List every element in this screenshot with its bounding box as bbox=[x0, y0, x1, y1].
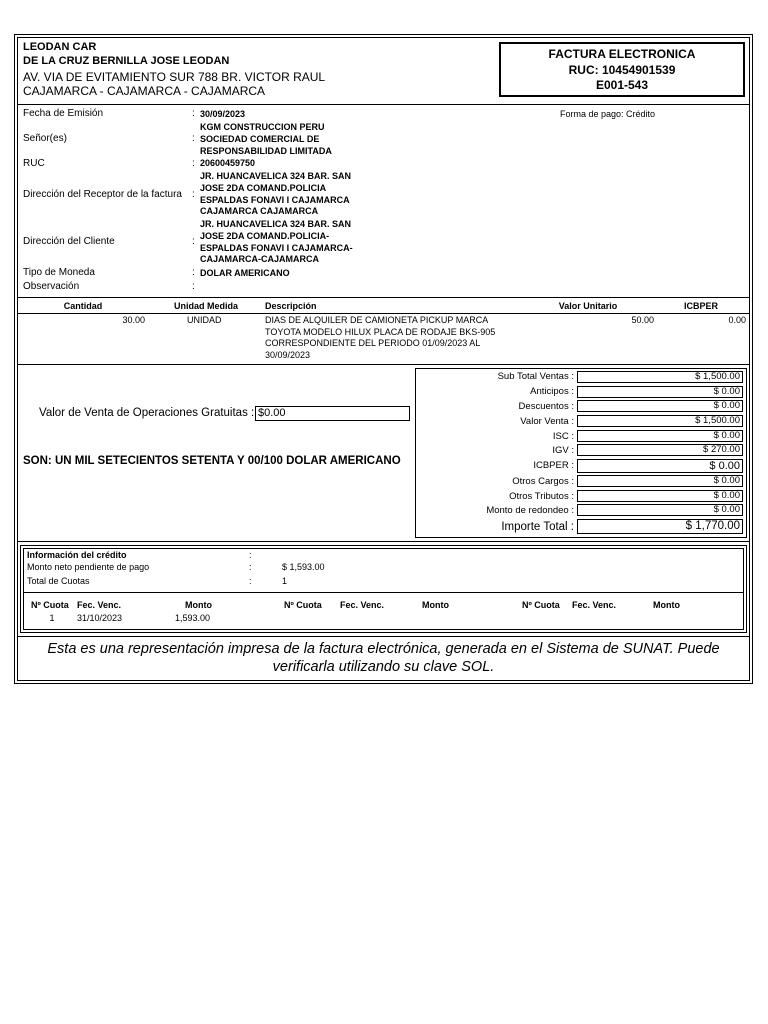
dir-receptor-value bbox=[200, 171, 390, 218]
cuota-monto: 1,593.00 bbox=[175, 613, 211, 623]
credit-title: Información del crédito bbox=[27, 550, 127, 560]
document-id-box bbox=[499, 42, 745, 97]
total-label-importe: Importe Total : bbox=[501, 521, 574, 533]
divider bbox=[17, 541, 750, 542]
senor-line: RESPONSABILIDAD LIMITADA bbox=[200, 145, 332, 156]
cuota-header-fecha: Fec. Venc. bbox=[340, 600, 385, 610]
colon: : bbox=[249, 550, 252, 560]
fecha-value: 30/09/2023 bbox=[200, 109, 246, 119]
col-header-icbper: ICBPER bbox=[683, 301, 718, 311]
item-descripcion-line: DIAS DE ALQUILER DE CAMIONETA PICKUP MARCA bbox=[265, 315, 489, 325]
ruc-label: RUC bbox=[23, 158, 45, 169]
item-descripcion-line: TOYOTA MODELO HILUX PLACA DE RODAJE BKS-905 bbox=[265, 326, 496, 337]
ruc-value: 20600459750 bbox=[200, 158, 256, 168]
issuer-ruc: RUC: 10454901539 bbox=[568, 63, 676, 77]
total-value-otros-tributos: $ 0.00 bbox=[577, 490, 743, 502]
item-unidad: UNIDAD bbox=[187, 315, 222, 325]
total-label-subtotal: Sub Total Ventas : bbox=[497, 371, 574, 382]
col-header-unidad: Unidad Medida bbox=[173, 301, 238, 311]
total-label-anticipos: Anticipos : bbox=[530, 386, 574, 397]
moneda-value: DOLAR AMERICANO bbox=[200, 268, 290, 278]
total-value-icbper: $ 0.00 bbox=[577, 459, 743, 473]
col-header-valor-unitario: Valor Unitario bbox=[558, 301, 618, 311]
total-label-descuentos: Descuentos : bbox=[518, 401, 574, 412]
cuota-numero: 1 bbox=[49, 613, 55, 623]
colon: : bbox=[192, 281, 195, 292]
total-value-igv: $ 270.00 bbox=[577, 444, 743, 456]
total-value-valor-venta: $ 1,500.00 bbox=[577, 415, 743, 427]
dir-cliente-line: JOSE 2DA COMAND.POLICIA- bbox=[200, 230, 330, 241]
divider bbox=[23, 592, 744, 593]
son-text: SON: UN MIL SETECIENTOS SETENTA Y 00/100 DOLAR AMERICANO bbox=[23, 455, 401, 467]
total-value-isc: $ 0.00 bbox=[577, 430, 743, 442]
senor-line: KGM CONSTRUCCION PERU bbox=[200, 122, 325, 132]
total-value-descuentos: $ 0.00 bbox=[577, 400, 743, 412]
total-value-otros-cargos: $ 0.00 bbox=[577, 475, 743, 487]
senor-line: SOCIEDAD COMERCIAL DE bbox=[200, 133, 320, 144]
dir-cliente-label: Dirección del Cliente bbox=[23, 236, 115, 247]
cuota-header-numero: Nº Cuota bbox=[284, 600, 322, 610]
moneda-label: Tipo de Moneda bbox=[23, 267, 95, 278]
divider bbox=[17, 636, 750, 637]
document-number: E001-543 bbox=[595, 78, 649, 92]
cuota-fecha: 31/10/2023 bbox=[77, 613, 123, 623]
cuota-header-numero: Nº Cuota bbox=[31, 600, 69, 610]
cuota-header-fecha: Fec. Venc. bbox=[77, 600, 122, 610]
document-title: FACTURA ELECTRONICA bbox=[548, 47, 696, 61]
cuota-header-numero: Nº Cuota bbox=[522, 600, 560, 610]
colon: : bbox=[192, 189, 195, 200]
divider bbox=[17, 104, 750, 105]
issuer-address-line1: AV. VIA DE EVITAMIENTO SUR 788 BR. VICTOR RAUL bbox=[23, 70, 326, 84]
item-descripcion bbox=[265, 315, 495, 361]
cuota-header-monto: Monto bbox=[185, 600, 212, 610]
monto-pendiente-value: $ 1,593.00 bbox=[282, 562, 325, 572]
total-label-otros-cargos: Otros Cargos : bbox=[512, 476, 574, 487]
total-cuotas-label: Total de Cuotas bbox=[27, 576, 90, 586]
dir-cliente-value bbox=[200, 219, 390, 266]
total-label-igv: IGV : bbox=[552, 445, 574, 456]
total-label-valor-venta: Valor Venta : bbox=[520, 416, 574, 427]
item-descripcion-line: 30/09/2023 bbox=[265, 349, 311, 360]
total-cuotas-value: 1 bbox=[282, 576, 288, 586]
total-value-redondeo: $ 0.00 bbox=[577, 504, 743, 516]
col-header-descripcion: Descripción bbox=[265, 301, 317, 311]
dir-receptor-line: JOSE 2DA COMAND.POLICIA bbox=[200, 182, 327, 193]
item-cantidad: 30.00 bbox=[122, 315, 145, 325]
dir-cliente-line: ESPALDAS FONAVI I CAJAMARCA- bbox=[200, 242, 353, 253]
total-label-icbper: ICBPER : bbox=[533, 460, 574, 471]
total-value-subtotal: $ 1,500.00 bbox=[577, 371, 743, 383]
col-header-cantidad: Cantidad bbox=[63, 301, 103, 311]
total-value-importe: $ 1,770.00 bbox=[577, 519, 743, 534]
cuota-header-monto: Monto bbox=[422, 600, 449, 610]
cuota-header-fecha: Fec. Venc. bbox=[572, 600, 617, 610]
total-label-isc: ISC : bbox=[552, 431, 574, 442]
dir-cliente-line: CAJAMARCA-CAJAMARCA bbox=[200, 254, 319, 265]
colon: : bbox=[249, 576, 252, 586]
divider bbox=[17, 364, 750, 365]
issuer-legal-name: DE LA CRUZ BERNILLA JOSE LEODAN bbox=[23, 55, 230, 67]
item-descripcion-line: CORRESPONDIENTE DEL PERIODO 01/09/2023 AL bbox=[265, 338, 481, 348]
monto-pendiente-label: Monto neto pendiente de pago bbox=[27, 562, 150, 572]
divider bbox=[17, 313, 750, 314]
dir-receptor-line: JR. HUANCAVELICA 324 BAR. SAN bbox=[200, 171, 352, 181]
colon: : bbox=[192, 108, 195, 119]
senor-value bbox=[200, 122, 390, 157]
forma-pago: Forma de pago: Crédito bbox=[560, 109, 656, 119]
dir-cliente-line: JR. HUANCAVELICA 324 BAR. SAN bbox=[200, 219, 352, 229]
fecha-label: Fecha de Emisión bbox=[23, 108, 104, 119]
total-label-otros-tributos: Otros Tributos : bbox=[509, 491, 574, 502]
total-label-redondeo: Monto de redondeo : bbox=[486, 505, 574, 516]
colon: : bbox=[192, 267, 195, 278]
observacion-label: Observación bbox=[23, 281, 80, 292]
dir-receptor-label: Dirección del Receptor de la factura bbox=[23, 189, 182, 200]
credit-box-inner bbox=[23, 548, 744, 630]
colon: : bbox=[249, 562, 252, 572]
colon: : bbox=[192, 133, 195, 144]
cuota-header-monto: Monto bbox=[653, 600, 680, 610]
colon: : bbox=[192, 236, 195, 247]
divider bbox=[17, 297, 750, 298]
dir-receptor-line: CAJAMARCA CAJAMARCA bbox=[200, 206, 319, 217]
gratuitas-label: Valor de Venta de Operaciones Gratuitas : bbox=[39, 407, 255, 419]
item-icbper: 0.00 bbox=[728, 315, 746, 325]
footer-note bbox=[17, 640, 750, 676]
item-valor-unitario: 50.00 bbox=[631, 315, 654, 325]
senor-label: Señor(es) bbox=[23, 133, 67, 144]
footer-note-line: verificarla utilizando su clave SOL. bbox=[272, 659, 495, 675]
footer-note-line: Esta es una representación impresa de la factura electrónica, generada en el Sistema de SUNAT. Puede bbox=[47, 641, 720, 657]
issuer-trade-name: LEODAN CAR bbox=[23, 41, 97, 53]
dir-receptor-line: ESPALDAS FONAVI I CAJAMARCA bbox=[200, 194, 350, 205]
issuer-address-line2: CAJAMARCA - CAJAMARCA - CAJAMARCA bbox=[23, 84, 266, 98]
gratuitas-value: $0.00 bbox=[255, 406, 410, 421]
total-value-anticipos: $ 0.00 bbox=[577, 386, 743, 398]
colon: : bbox=[192, 158, 195, 169]
